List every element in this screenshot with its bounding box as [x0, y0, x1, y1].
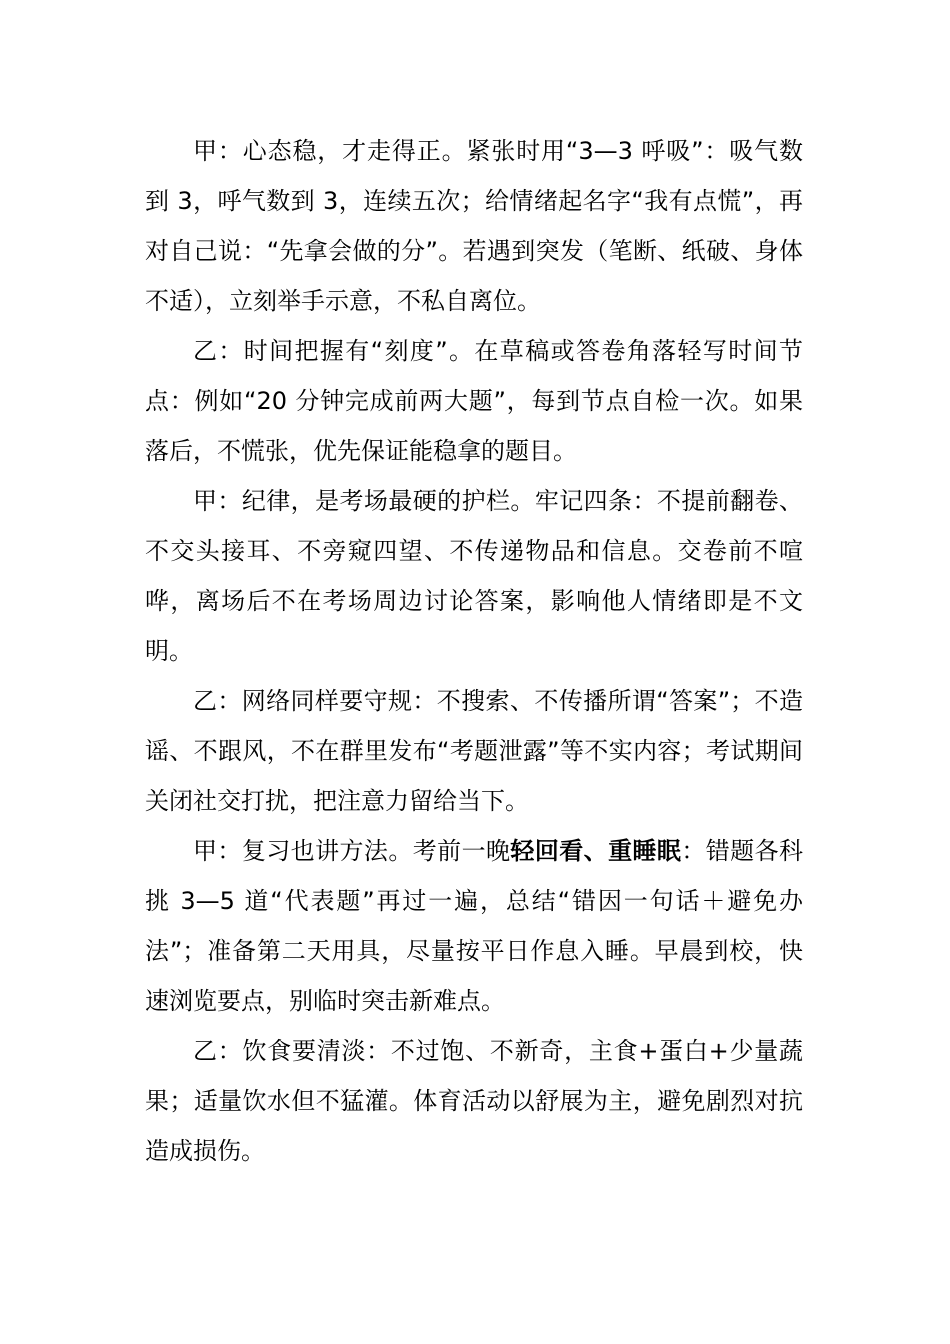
- paragraph-review-method: [145, 826, 803, 1026]
- paragraph-discipline: 甲：纪律，是考场最硬的护栏。牢记四条：不提前翻卷、不交头接耳、不旁窥四望、不传递物品和信息。交卷前不喧哗，离场后不在考场周边讨论答案，影响他人情绪即是不文明。: [145, 487, 803, 665]
- document-body: [145, 126, 803, 1176]
- paragraph-mindset: 甲：心态稳，才走得正。紧张时用“3—3 呼吸”：吸气数到 3，呼气数到 3，连续五次；给情绪起名字“我有点慌”，再对自己说：“先拿会做的分”。若遇到突发（笔断、纸破、身体不适），立刻举手示意，不私自离位。: [145, 137, 803, 315]
- review-text-before: 甲：复习也讲方法。考前一晚: [193, 837, 511, 865]
- paragraph-diet: 乙：饮食要清淡：不过饱、不新奇，主食+蛋白+少量蔬果；适量饮水但不猛灌。体育活动以舒展为主，避免剧烈对抗造成损伤。: [145, 1037, 803, 1165]
- review-emphasis: 轻回看、重睡眠: [510, 837, 682, 865]
- paragraph-online-rules: 乙：网络同样要守规：不搜索、不传播所谓“答案”；不造谣、不跟风，不在群里发布“考题泄露”等不实内容；考试期间关闭社交打扰，把注意力留给当下。: [145, 687, 803, 815]
- paragraph-time-management: 乙：时间把握有“刻度”。在草稿或答卷角落轻写时间节点：例如“20 分钟完成前两大题”，每到节点自检一次。如果落后，不慌张，优先保证能稳拿的题目。: [145, 337, 803, 465]
- review-text-after: ：错题各科挑 3—5 道“代表题”再过一遍，总结“错因一句话＋避免办法”；准备第二天用具，尽量按平日作息入睡。早晨到校，快速浏览要点，别临时突击新难点。: [145, 837, 804, 1015]
